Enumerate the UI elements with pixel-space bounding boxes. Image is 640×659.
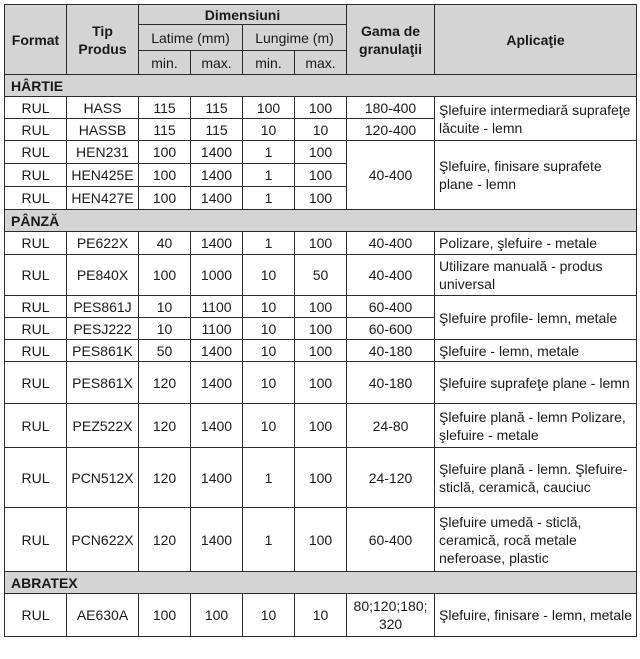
cell-lat-min: 120 (139, 404, 191, 448)
cell-lat-min: 115 (139, 97, 191, 119)
cell-format: RUL (5, 187, 67, 210)
cell-lat-max: 115 (191, 119, 243, 141)
cell-lat-min: 120 (139, 448, 191, 508)
cell-tip: PCN512X (67, 448, 139, 508)
cell-aplicatie: Şlefuire suprafeţe plane - lemn (435, 362, 637, 404)
cell-lat-max: 1000 (191, 255, 243, 296)
cell-lung-min: 10 (243, 404, 295, 448)
header-format: Format (5, 5, 67, 75)
cell-lung-min: 10 (243, 594, 295, 637)
cell-format: RUL (5, 296, 67, 318)
cell-tip: AE630A (67, 594, 139, 637)
cell-lat-max: 1400 (191, 141, 243, 164)
cell-format: RUL (5, 318, 67, 340)
cell-lung-min: 1 (243, 141, 295, 164)
cell-tip: HEN231 (67, 141, 139, 164)
cell-format: RUL (5, 508, 67, 572)
header-row-1 (5, 5, 637, 25)
table-row (5, 508, 637, 572)
cell-lat-min: 115 (139, 119, 191, 141)
cell-format: RUL (5, 141, 67, 164)
cell-lung-min: 10 (243, 340, 295, 362)
cell-gama: 40-400 (347, 232, 435, 255)
cell-lat-min: 100 (139, 594, 191, 637)
cell-lat-min: 100 (139, 255, 191, 296)
section-row-panza (5, 210, 637, 232)
cell-tip: HASS (67, 97, 139, 119)
cell-gama: 40-400 (347, 255, 435, 296)
cell-gama: 60-400 (347, 508, 435, 572)
cell-lat-max: 1400 (191, 340, 243, 362)
cell-lung-max: 100 (295, 187, 347, 210)
cell-format: RUL (5, 232, 67, 255)
section-abratex: ABRATEX (5, 572, 637, 594)
cell-aplicatie: Şlefuire intermediară suprafeţe lăcuite - lemn (435, 97, 637, 141)
cell-lung-min: 10 (243, 296, 295, 318)
cell-format: RUL (5, 594, 67, 637)
cell-lung-min: 1 (243, 508, 295, 572)
cell-lat-max: 1400 (191, 508, 243, 572)
cell-lat-min: 120 (139, 362, 191, 404)
cell-lat-max: 1400 (191, 362, 243, 404)
header-gama (347, 5, 435, 75)
cell-gama: 40-180 (347, 362, 435, 404)
cell-lung-min: 1 (243, 232, 295, 255)
cell-gama: 60-600 (347, 318, 435, 340)
cell-tip: PES861K (67, 340, 139, 362)
cell-tip: HEN427E (67, 187, 139, 210)
header-lungime-max: max. (295, 51, 347, 75)
header-gama-line1: Gama de (360, 22, 421, 39)
cell-lat-max: 1100 (191, 296, 243, 318)
cell-lung-max: 100 (295, 141, 347, 164)
table-row (5, 340, 637, 362)
table-row (5, 141, 637, 164)
cell-lung-max: 100 (295, 232, 347, 255)
cell-aplicatie: Şlefuire plană - lemn Polizare, şlefuire - metale (435, 404, 637, 448)
cell-tip: PESJ222 (67, 318, 139, 340)
cell-lat-max: 1400 (191, 164, 243, 187)
table-row (5, 97, 637, 119)
header-gama-line2: granulaţii (359, 40, 423, 57)
cell-lat-min: 100 (139, 187, 191, 210)
cell-lung-min: 10 (243, 318, 295, 340)
cell-lat-max: 115 (191, 97, 243, 119)
cell-lung-min: 10 (243, 119, 295, 141)
cell-lat-min: 10 (139, 296, 191, 318)
cell-lat-min: 100 (139, 141, 191, 164)
cell-gama: 60-400 (347, 296, 435, 318)
table-row (5, 362, 637, 404)
cell-aplicatie: Şlefuire umedă - sticlă, ceramică, rocă metale neferoase, plastic (435, 508, 637, 572)
cell-tip: PES861X (67, 362, 139, 404)
cell-lung-max: 50 (295, 255, 347, 296)
cell-lung-min: 1 (243, 164, 295, 187)
cell-gama: 40-180 (347, 340, 435, 362)
cell-lung-max: 100 (295, 318, 347, 340)
table-row (5, 448, 637, 508)
cell-lat-max: 1400 (191, 187, 243, 210)
header-latime-max: max. (191, 51, 243, 75)
cell-tip: PE840X (67, 255, 139, 296)
table-row (5, 255, 637, 296)
cell-lung-min: 10 (243, 255, 295, 296)
cell-lung-min: 10 (243, 362, 295, 404)
cell-format: RUL (5, 255, 67, 296)
product-table (4, 4, 637, 637)
cell-lung-max: 100 (295, 97, 347, 119)
cell-aplicatie: Şlefuire profile- lemn, metale (435, 296, 637, 340)
cell-lat-max: 1400 (191, 448, 243, 508)
cell-tip: PCN622X (67, 508, 139, 572)
cell-lung-max: 100 (295, 164, 347, 187)
cell-aplicatie: Utilizare manuală - produs universal (435, 255, 637, 296)
cell-lung-max: 100 (295, 296, 347, 318)
cell-lat-min: 40 (139, 232, 191, 255)
cell-lat-min: 50 (139, 340, 191, 362)
header-lungime-min: min. (243, 51, 295, 75)
cell-tip: PES861J (67, 296, 139, 318)
cell-lat-max: 1400 (191, 404, 243, 448)
cell-aplicatie: Şlefuire plană - lemn. Şlefuire-sticlă, ceramică, cauciuc (435, 448, 637, 508)
cell-aplicatie: Şlefuire, finisare suprafete plane - lemn (435, 141, 637, 210)
cell-gama: 180-400 (347, 97, 435, 119)
cell-lung-max: 10 (295, 594, 347, 637)
cell-lung-max: 100 (295, 340, 347, 362)
section-panza: PÂNZĂ (5, 210, 637, 232)
section-row-hartie (5, 75, 637, 97)
cell-format: RUL (5, 404, 67, 448)
cell-lat-max: 100 (191, 594, 243, 637)
table-row (5, 404, 637, 448)
cell-lat-max: 1400 (191, 232, 243, 255)
cell-lat-min: 100 (139, 164, 191, 187)
cell-lung-max: 10 (295, 119, 347, 141)
cell-lat-max: 1100 (191, 318, 243, 340)
cell-tip: PEZ522X (67, 404, 139, 448)
cell-lung-max: 100 (295, 508, 347, 572)
cell-format: RUL (5, 119, 67, 141)
header-tip-line2: Produs (78, 40, 127, 57)
cell-lat-min: 10 (139, 318, 191, 340)
header-lungime: Lungime (m) (243, 25, 347, 51)
cell-tip: PE622X (67, 232, 139, 255)
cell-format: RUL (5, 448, 67, 508)
cell-aplicatie: Polizare, şlefuire - metale (435, 232, 637, 255)
cell-format: RUL (5, 164, 67, 187)
table-row (5, 594, 637, 637)
cell-aplicatie: Şlefuire - lemn, metale (435, 340, 637, 362)
cell-format: RUL (5, 340, 67, 362)
cell-lung-max: 100 (295, 404, 347, 448)
cell-format: RUL (5, 97, 67, 119)
header-latime: Latime (mm) (139, 25, 243, 51)
header-tip-produs (67, 5, 139, 75)
cell-lung-min: 100 (243, 97, 295, 119)
section-hartie: HÂRTIE (5, 75, 637, 97)
cell-aplicatie: Şlefuire, finisare - lemn, metale (435, 594, 637, 637)
cell-lung-max: 100 (295, 448, 347, 508)
cell-tip: HASSB (67, 119, 139, 141)
cell-gama: 80;120;180; 320 (347, 594, 435, 637)
cell-format: RUL (5, 362, 67, 404)
header-aplicatie: Aplicaţie (435, 5, 637, 75)
header-tip-line1: Tip (92, 22, 113, 39)
header-dimensiuni: Dimensiuni (139, 5, 347, 25)
section-row-abratex (5, 572, 637, 594)
cell-lung-min: 1 (243, 448, 295, 508)
cell-tip: HEN425E (67, 164, 139, 187)
cell-gama: 40-400 (347, 141, 435, 210)
cell-lat-min: 120 (139, 508, 191, 572)
cell-gama: 120-400 (347, 119, 435, 141)
header-latime-min: min. (139, 51, 191, 75)
table-row (5, 232, 637, 255)
cell-gama: 24-120 (347, 448, 435, 508)
cell-lung-max: 100 (295, 362, 347, 404)
cell-gama: 24-80 (347, 404, 435, 448)
cell-lung-min: 1 (243, 187, 295, 210)
table-row (5, 296, 637, 318)
